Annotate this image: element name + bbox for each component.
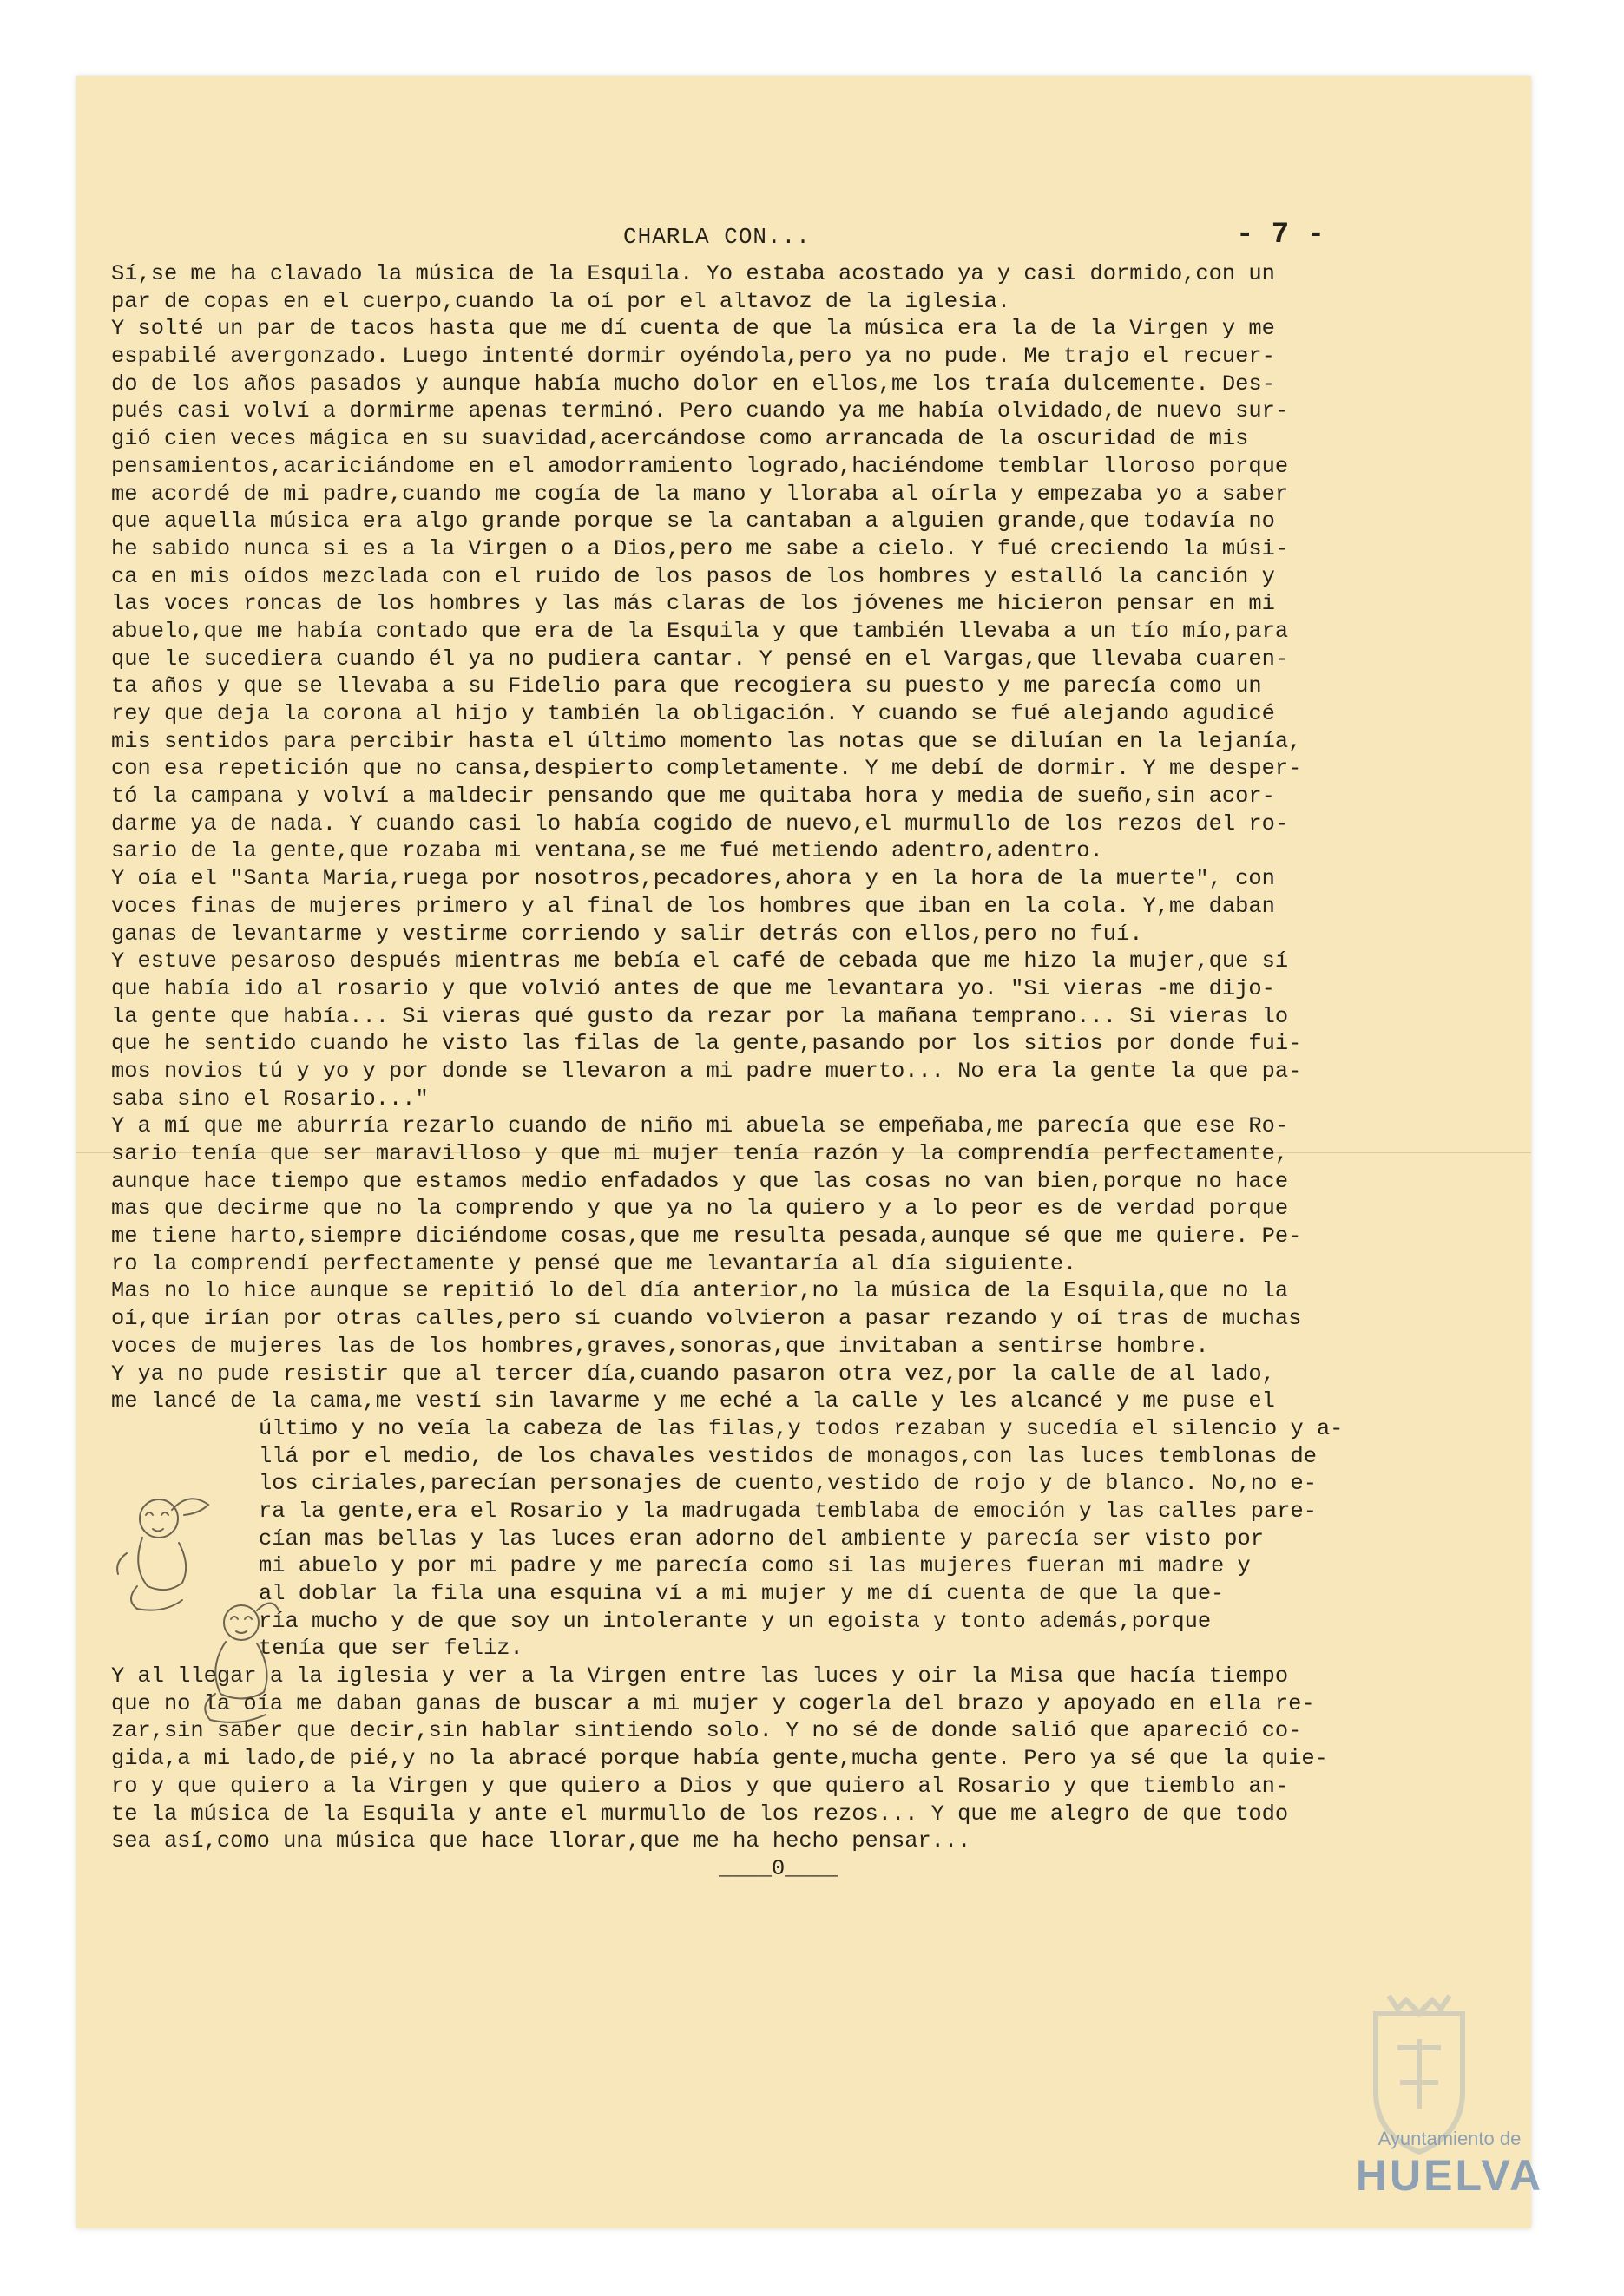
text-line: ganas de levantarme y vestirme corriendo y salir detrás con ellos,pero no fuí. <box>111 921 1143 947</box>
paragraph-closing <box>111 1663 1483 1855</box>
text-line: Y ya no pude resistir que al tercer día,cuando pasaron otra vez,por la calle de al lado, <box>111 1361 1275 1387</box>
text-line: rey que deja la corona al hijo y también la obligación. Y cuando se fué alejando agudicé <box>111 701 1275 726</box>
text-line-indented: mi abuelo y por mi padre y me parecía como si las mujeres fueran mi madre y <box>259 1553 1251 1579</box>
text-line: gida,a mi lado,de pié,y no la abracé porque había gente,mucha gente. Pero ya sé que la quie- <box>111 1746 1328 1772</box>
watermark-caption: Ayuntamiento de <box>1377 2128 1522 2149</box>
text-line-indented: llá por el medio, de los chavales vestidos de monagos,con las luces temblonas de <box>259 1443 1317 1469</box>
text-line: espabilé avergonzado. Luego intenté dormir oyéndola,pero ya no pude. Me trajo el recuer- <box>111 344 1275 370</box>
text-line: con esa repetición que no cansa,despierto completamente. Y me debí de dormir. Y me desper- <box>111 756 1302 782</box>
text-line: ta años y que se llevaba a su Fidelio para que recogiera su puesto y me parecía como un <box>111 673 1262 699</box>
text-line: las voces roncas de los hombres y las más claras de los jóvenes me hicieron pensar en mi <box>111 591 1275 617</box>
text-line: ca en mis oídos mezclada con el ruido de los pasos de los hombres y estalló la canción y <box>111 563 1275 589</box>
text-line: zar,sin saber que decir,sin hablar sintiendo solo. Y no sé de donde salió que apareció co- <box>111 1718 1302 1744</box>
text-line: saba sino el Rosario..." <box>111 1086 429 1112</box>
text-line: Y al llegar a la iglesia y ver a la Virgen entre las luces y oir la Misa que hacía tiempo <box>111 1663 1289 1689</box>
text-line: do de los años pasados y aunque había mucho dolor en ellos,me los traía dulcemente. Des- <box>111 371 1275 397</box>
text-line: tó la campana y volví a maldecir pensando que me quitaba hora y media de sueño,sin acor- <box>111 784 1275 810</box>
text-line: que he sentido cuando he visto las filas de la gente,pasando por los sitios por donde fui- <box>111 1031 1302 1057</box>
text-line: la gente que había... Si vieras qué gusto da rezar por la mañana temprano... Si vieras lo <box>111 1003 1289 1029</box>
text-line: mis sentidos para percibir hasta el último momento las notas que se diluían en la lejanía, <box>111 728 1302 754</box>
text-line: he sabido nunca si es a la Virgen o a Dios,pero me sabe a cielo. Y fué creciendo la músi- <box>111 535 1289 561</box>
text-line: mos novios tú y yo y por donde se llevaron a mi padre muerto... No era la gente la que pa- <box>111 1058 1302 1084</box>
text-line: Y oía el "Santa María,ruega por nosotros,pecadores,ahora y en la hora de la muerte", con <box>111 866 1275 892</box>
text-line: abuelo,que me había contado que era de la Esquila y que también llevaba a un tío mío,para <box>111 618 1289 644</box>
text-line-indented: ría mucho y de que soy un intolerante y un egoista y tonto además,porque <box>259 1608 1212 1634</box>
text-line: sario de la gente,que rozaba mi ventana,se me fué metiendo adentro,adentro. <box>111 838 1103 864</box>
text-line: sario tenía que ser maravilloso y que mi mujer tenía razón y la comprendía perfectamente, <box>111 1141 1289 1166</box>
text-line: que había ido al rosario y que volvió antes de que me levantara yo. "Si vieras -me dijo- <box>111 975 1275 1001</box>
text-line-indented: al doblar la fila una esquina ví a mi mujer y me dí cuenta de que la que- <box>259 1581 1225 1606</box>
text-line: mas que decirme que no la comprendo y que ya no la quiero y a lo peor es de verdad porque <box>111 1196 1289 1222</box>
text-line: voces finas de mujeres primero y al final de los hombres que iban en la cola. Y,me daban <box>111 893 1275 919</box>
text-line: aunque hace tiempo que estamos medio enfadados y que las cosas no van bien,porque no hace <box>111 1168 1289 1194</box>
text-line: darme ya de nada. Y cuando casi lo había cogido de nuevo,el murmullo de los rezos del ro- <box>111 810 1289 836</box>
text-line: pués casi volví a dormirme apenas terminó. Pero cuando ya me había olvidado,de nuevo sur- <box>111 398 1289 424</box>
page-number: - 7 - <box>1236 219 1325 252</box>
text-line: par de copas en el cuerpo,cuando la oí por el altavoz de la iglesia. <box>111 288 1011 314</box>
text-line: Sí,se me ha clavado la música de la Esquila. Yo estaba acostado ya y casi dormido,con un <box>111 261 1275 286</box>
text-line: me acordé de mi padre,cuando me cogía de la mano y lloraba al oírla y empezaba yo a saber <box>111 481 1289 507</box>
text-line: voces de mujeres las de los hombres,graves,sonoras,que invitaban a sentirse hombre. <box>111 1333 1209 1359</box>
page-title: CHARLA CON... <box>623 224 811 250</box>
text-line: que aquella música era algo grande porque se la cantaban a alguien grande,que todavía no <box>111 508 1275 535</box>
text-line: Mas no lo hice aunque se repitió lo del día anterior,no la música de la Esquila,que no la <box>111 1278 1289 1304</box>
text-line: gió cien veces mágica en su suavidad,acercándose como arrancada de la oscuridad de mis <box>111 426 1249 452</box>
text-line: ro la comprendí perfectamente y pensé que me levantaría al día siguiente. <box>111 1250 1077 1276</box>
text-line: pensamientos,acariciándome en el amodorramiento logrado,haciéndome temblar lloroso porque <box>111 453 1289 479</box>
text-line: me tiene harto,siempre diciéndome cosas,que me resulta pesada,aunque sé que me quiere. Pe- <box>111 1223 1302 1250</box>
text-line: Y a mí que me aburría rezarlo cuando de niño mi abuela se empeñaba,me parecía que ese Ro- <box>111 1113 1289 1139</box>
text-line-indented: tenía que ser feliz. <box>259 1636 523 1662</box>
text-line: Y solté un par de tacos hasta que me dí cuenta de que la música era la de la Virgen y me <box>111 316 1275 342</box>
end-separator: ____0____ <box>719 1855 838 1881</box>
text-line: sea así,como una música que hace llorar,que me ha hecho pensar... <box>111 1828 971 1854</box>
text-line: ro y que quiero a la Virgen y que quiero a Dios y que quiero al Rosario y que tiemblo an- <box>111 1773 1289 1799</box>
page-header <box>0 219 1624 259</box>
paragraph-beside-sketch <box>111 1415 1483 1663</box>
typed-body-text <box>111 260 1483 1883</box>
text-line: te la música de la Esquila y ante el murmullo de los rezos... Y que me alegro de que todo <box>111 1801 1289 1827</box>
text-line-indented: ra la gente,era el Rosario y la madrugada temblaba de emoción y las calles pare- <box>259 1498 1317 1524</box>
text-line: Y estuve pesaroso después mientras me bebía el café de cebada que me hizo la mujer,que sí <box>111 948 1289 974</box>
paragraphs-top <box>111 260 1483 1415</box>
text-line-indented: los ciriales,parecían personajes de cuento,vestido de rojo y de blanco. No,no e- <box>259 1471 1317 1497</box>
angel-sketch-illustration <box>111 1484 285 1761</box>
watermark-city: HUELVA <box>1355 2151 1544 2200</box>
text-line: oí,que irían por otras calles,pero sí cuando volvieron a pasar rezando y oí tras de muchas <box>111 1306 1302 1332</box>
text-line: que le sucediera cuando él ya no pudiera cantar. Y pensé en el Vargas,que llevaba cuaren- <box>111 646 1289 672</box>
text-line-indented: cían mas bellas y las luces eran adorno del ambiente y parecía ser visto por <box>259 1525 1265 1551</box>
text-line: me lancé de la cama,me vestí sin lavarme y me eché a la calle y les alcancé y me puse el <box>111 1388 1275 1414</box>
text-line: que no la oía me daban ganas de buscar a mi mujer y cogerla del brazo y apoyado en ella re- <box>111 1690 1315 1716</box>
text-line-indented: último y no veía la cabeza de las filas,y todos rezaban y sucedía el silencio y a- <box>259 1415 1344 1441</box>
